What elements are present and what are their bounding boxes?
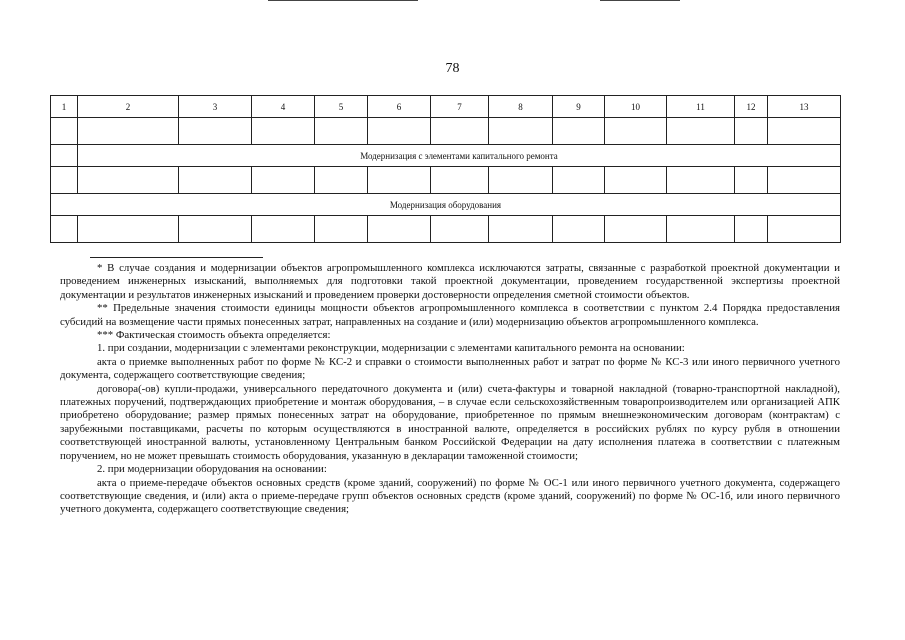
data-table: [50, 95, 841, 243]
table-cell: [315, 167, 368, 194]
table-row: [51, 167, 841, 194]
top-rule-left: [268, 0, 418, 1]
column-header: 7: [431, 96, 489, 118]
table-cell: [315, 118, 368, 145]
table-section-row: [51, 194, 841, 216]
footnote-separator: [90, 257, 263, 258]
table-cell: [605, 167, 667, 194]
table-cell: [51, 118, 78, 145]
footnote-paragraph: * В случае создания и модернизации объектов агропромышленного комплекса исключаются затраты, связанные с разработкой проектной документации и проведением инженерных изысканий, выполняемых для подготовки такой проектной документации, проведением государственной экспертизы проектной документации и результатов инженерных изысканий и проведением проверки достоверности определения сметной стоимости объектов.: [60, 262, 840, 301]
table-cell: [489, 216, 553, 243]
column-header: 10: [605, 96, 667, 118]
table-cell: [368, 118, 431, 145]
footnote-paragraph: акта о приемке выполненных работ по форме № КС-2 и справки о стоимости выполненных работ и затрат по форме № КС-3 или иного первичного учетного документа, содержащего соответствующие сведения;: [60, 355, 840, 382]
table-cell: [605, 118, 667, 145]
section-title: Модернизация оборудования: [51, 194, 841, 216]
top-rule-right: [600, 0, 680, 1]
footnote-paragraph: 1. при создании, модернизации с элементами реконструкции, модернизации с элементами капитального ремонта на основании:: [97, 342, 685, 355]
table-cell: [179, 216, 252, 243]
column-header: 11: [667, 96, 735, 118]
table-section-row: [51, 145, 841, 167]
table-cell: [51, 145, 78, 167]
column-header: 13: [768, 96, 841, 118]
table-cell: [667, 216, 735, 243]
table-cell: [605, 216, 667, 243]
page-number: 78: [445, 61, 460, 76]
table-cell: [667, 118, 735, 145]
table-cell: [78, 118, 179, 145]
table-row: [51, 216, 841, 243]
column-header: 6: [368, 96, 431, 118]
footnote-paragraph: акта о приеме-передаче объектов основных средств (кроме зданий, сооружений) по форме № ОС-1 или иного первичного учетного документа, содержащего соответствующие сведения, и (или) акта о приеме-передаче групп объектов основных средств (кроме зданий, сооружений) по форме № ОС-1б, или иного первичного учетного документа, содержащего соответствующие сведения;: [60, 476, 840, 516]
column-header: 12: [735, 96, 768, 118]
footnote-paragraph: договора(-ов) купли-продажи, универсального передаточного документа и (или) счета-фактуры и товарной накладной (товарно-транспортной накладной), платежных поручений, подтверждающих приобретение и монтаж оборудования, – в случае если сельскохозяйственным товаропроизводителем или организацией АПК приобретено оборудование; размер прямых понесенных затрат на оборудование, приобретенное по прямым внешнеэкономическим договорам (контрактам) с зарубежными поставщиками, расчеты по которым осуществляются в иностранной валюте, определяется в российских рублях по курсу рубля в отношении соответствующей иностранной валюты, установленному Центральным банком Российской Федерации на дату исполнения платежа в соответствии с платежным поручением, но не может превышать стоимость оборудования, указанную в декларации таможенной стоимости;: [60, 382, 840, 462]
table-cell: [489, 167, 553, 194]
table-cell: [78, 167, 179, 194]
table-cell: [431, 216, 489, 243]
table-cell: [252, 167, 315, 194]
table-cell: [431, 118, 489, 145]
table-cell: [368, 167, 431, 194]
table-cell: [553, 216, 605, 243]
column-header: 2: [78, 96, 179, 118]
footnotes: [60, 262, 840, 517]
table-cell: [768, 216, 841, 243]
table-cell: [51, 167, 78, 194]
table-cell: [489, 118, 553, 145]
table-cell: [735, 167, 768, 194]
table-cell: [768, 118, 841, 145]
column-header: 1: [51, 96, 78, 118]
footnote-paragraph: *** Фактическая стоимость объекта определяется:: [97, 329, 331, 342]
table-cell: [768, 167, 841, 194]
footnote-paragraph: ** Предельные значения стоимости единицы мощности объектов агропромышленного комплекса в соответствии с пунктом 2.4 Порядка предоставления субсидий на возмещение части прямых понесенных затрат, направленных на создание и (или) модернизацию объектов агропромышленного комплекса.: [60, 302, 840, 328]
table-cell: [667, 167, 735, 194]
table-header-row: [51, 96, 841, 118]
table-cell: [735, 216, 768, 243]
table-cell: [368, 216, 431, 243]
column-header: 5: [315, 96, 368, 118]
table-cell: [252, 216, 315, 243]
column-header: 3: [179, 96, 252, 118]
table-cell: [553, 118, 605, 145]
column-header: 4: [252, 96, 315, 118]
table-row: [51, 118, 841, 145]
table-cell: [431, 167, 489, 194]
section-title: Модернизация с элементами капитального ремонта: [78, 145, 841, 167]
table-cell: [179, 167, 252, 194]
table-cell: [78, 216, 179, 243]
footnote-paragraph: 2. при модернизации оборудования на основании:: [97, 463, 327, 476]
column-header: 8: [489, 96, 553, 118]
table-cell: [553, 167, 605, 194]
table-cell: [252, 118, 315, 145]
table-cell: [179, 118, 252, 145]
table-cell: [51, 216, 78, 243]
table-cell: [315, 216, 368, 243]
table-cell: [735, 118, 768, 145]
column-header: 9: [553, 96, 605, 118]
